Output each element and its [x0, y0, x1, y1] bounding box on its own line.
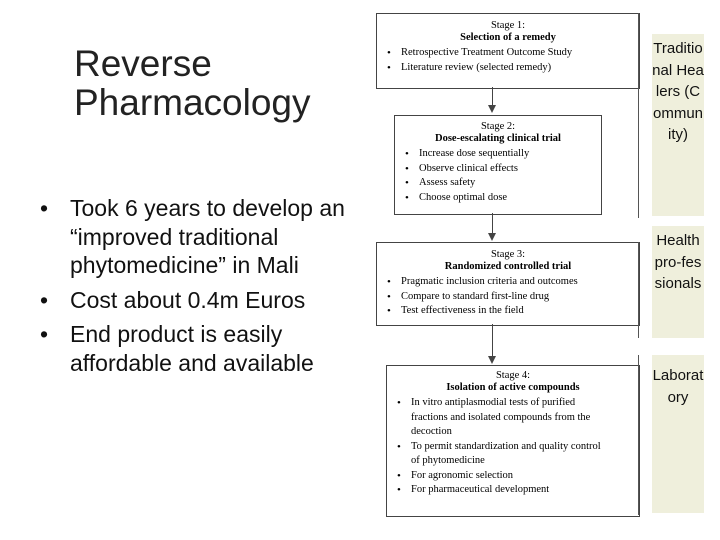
stage-item: • Test effectiveness in the field: [389, 304, 639, 319]
stage-items: [377, 46, 639, 75]
slide-title: Reverse Pharmacology: [74, 43, 311, 123]
stage-label: Stage 4:: [495, 370, 531, 381]
stage-item: • Retrospective Treatment Outcome Study: [389, 46, 639, 61]
bullet-text: Cost about 0.4m Euros: [70, 286, 306, 313]
bullet-list: [36, 194, 366, 383]
stage-items: [387, 396, 639, 498]
stage-item: • Increase dose sequentially: [407, 147, 601, 162]
stage-title: Selection of a remedy: [460, 32, 556, 43]
stage-label: Stage 3:: [490, 249, 526, 260]
arrow-down-icon: [488, 233, 496, 241]
stage-item: • Literature review (selected remedy): [389, 61, 639, 76]
stage-items: [377, 275, 639, 319]
stage-item: • Assess safety: [407, 176, 601, 191]
bullet-dot-icon: •: [40, 195, 49, 221]
arrow-down-icon: [488, 356, 496, 364]
bullet-item: [36, 194, 366, 280]
side-label-laboratory: Laboratory: [652, 355, 704, 513]
side-label-traditional-healers: Traditional Healers (Community): [652, 34, 704, 216]
stage-title: Dose-escalating clinical trial: [435, 133, 561, 144]
divider: [638, 13, 639, 218]
bullet-dot-icon: •: [40, 321, 49, 347]
stage-item: • Observe clinical effects: [407, 162, 601, 177]
stage-label: Stage 2:: [480, 121, 516, 132]
arrow-connector: [492, 324, 493, 356]
divider: [638, 355, 639, 515]
arrow-down-icon: [488, 105, 496, 113]
bullet-text: Took 6 years to develop an “improved traditional phytomedicine” in Mali: [70, 195, 345, 278]
bullet-item: [36, 320, 366, 377]
arrow-connector: [492, 87, 493, 105]
stage-4-box: [386, 365, 640, 517]
stage-1-box: [376, 13, 640, 89]
stage-3-box: [376, 242, 640, 326]
stage-item: • Choose optimal dose: [407, 191, 601, 206]
stage-item: • To permit standardization and quality control of phytomedicine: [399, 440, 609, 469]
stage-item: • For pharmaceutical development: [399, 483, 609, 498]
stage-item: • Pragmatic inclusion criteria and outcomes: [389, 275, 639, 290]
stage-2-box: [394, 115, 602, 215]
divider: [638, 242, 639, 338]
stage-title: Isolation of active compounds: [446, 382, 580, 393]
stage-item: • Compare to standard first-line drug: [389, 290, 639, 305]
stage-item: • For agronomic selection: [399, 469, 609, 484]
bullet-dot-icon: •: [40, 286, 49, 313]
stage-items: [395, 147, 601, 205]
arrow-connector: [492, 213, 493, 233]
side-label-health-professionals: Health pro-fessionals: [652, 226, 704, 338]
stage-item: • In vitro antiplasmodial tests of purified fractions and isolated compounds from the decoction: [399, 396, 609, 440]
bullet-item: [36, 286, 366, 315]
stage-label: Stage 1:: [490, 20, 526, 31]
bullet-text: End product is easily affordable and available: [70, 321, 314, 376]
stage-title: Randomized controlled trial: [444, 261, 572, 272]
